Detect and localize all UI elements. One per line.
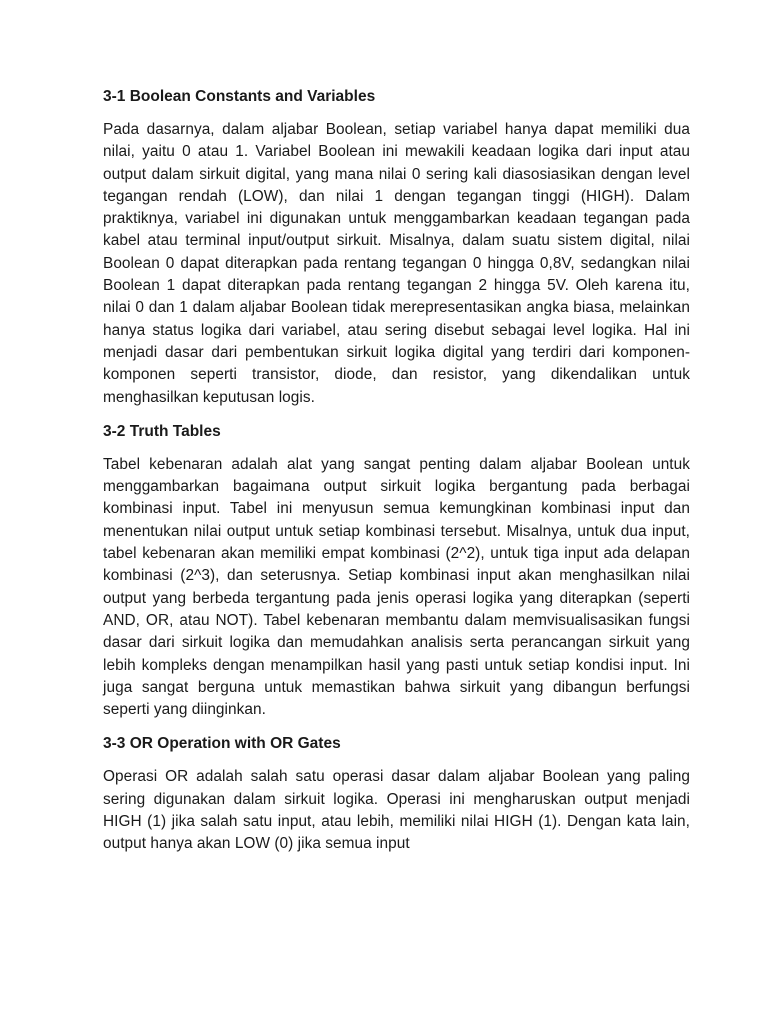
section-heading: 3-3 OR Operation with OR Gates: [103, 735, 341, 753]
section-paragraph: Tabel kebenaran adalah alat yang sangat penting dalam aljabar Boolean untuk menggambarkan bagaimana output sirkuit logika bergantung pada berbagai kombinasi input. Tabel ini menyusun semua kemungkinan kombinasi input dan menentukan nilai output untuk setiap kombinasi tersebut. Misalnya, untuk dua input, tabel kebenaran akan memiliki empat kombinasi (2^2), untuk tiga input ada delapan kombinasi (2^3), dan seterusnya. Setiap kombinasi input akan menghasilkan nilai output yang berbeda tergantung pada jenis operasi logika yang diterapkan (seperti AND, OR, atau NOT). Tabel kebenaran membantu dalam memvisualisasikan fungsi dasar dari sirkuit logika dan memudahkan analisis serta perancangan sirkuit yang lebih kompleks dengan menampilkan hasil yang pasti untuk setiap kondisi input. Ini juga sangat berguna untuk memastikan bahwa sirkuit yang dibangun berfungsi seperti yang diinginkan.: [103, 455, 690, 719]
document-page: [103, 84, 690, 866]
section-or-operation: [103, 731, 690, 855]
section-paragraph: Operasi OR adalah salah satu operasi dasar dalam aljabar Boolean yang paling sering digunakan dalam sirkuit logika. Operasi ini mengharuskan output menjadi HIGH (1) jika salah satu input, atau lebih, memiliki nilai HIGH (1). Dengan kata lain, output hanya akan LOW (0) jika semua input: [103, 768, 690, 853]
section-heading: 3-2 Truth Tables: [103, 422, 221, 440]
section-truth-tables: [103, 419, 690, 722]
section-heading: 3-1 Boolean Constants and Variables: [103, 88, 376, 105]
section-boolean-constants: [103, 84, 690, 409]
section-paragraph: Pada dasarnya, dalam aljabar Boolean, setiap variabel hanya dapat memiliki dua nilai, yaitu 0 atau 1. Variabel Boolean ini mewakili keadaan logika dari input atau output dalam sirkuit digital, yang mana nilai 0 sering kali diasosiasikan dengan level tegangan rendah (LOW), dan nilai 1 dengan tegangan tinggi (HIGH). Dalam praktiknya, variabel ini digunakan untuk menggambarkan keadaan tegangan pada kabel atau terminal input/output sirkuit. Misalnya, dalam suatu sistem digital, nilai Boolean 0 dapat diterapkan pada rentang tegangan 0 hingga 0,8V, sedangkan nilai Boolean 1 dapat diterapkan pada rentang tegangan 2 hingga 5V. Oleh karena itu, nilai 0 dan 1 dalam aljabar Boolean tidak merepresentasikan angka biasa, melainkan hanya status logika dari variabel, atau sering disebut sebagai level logika. Hal ini menjadi dasar dari pembentukan sirkuit logika digital yang terdiri dari komponen-komponen seperti transistor, diode, dan resistor, yang dikendalikan untuk menghasilkan keputusan logis.: [103, 121, 690, 406]
